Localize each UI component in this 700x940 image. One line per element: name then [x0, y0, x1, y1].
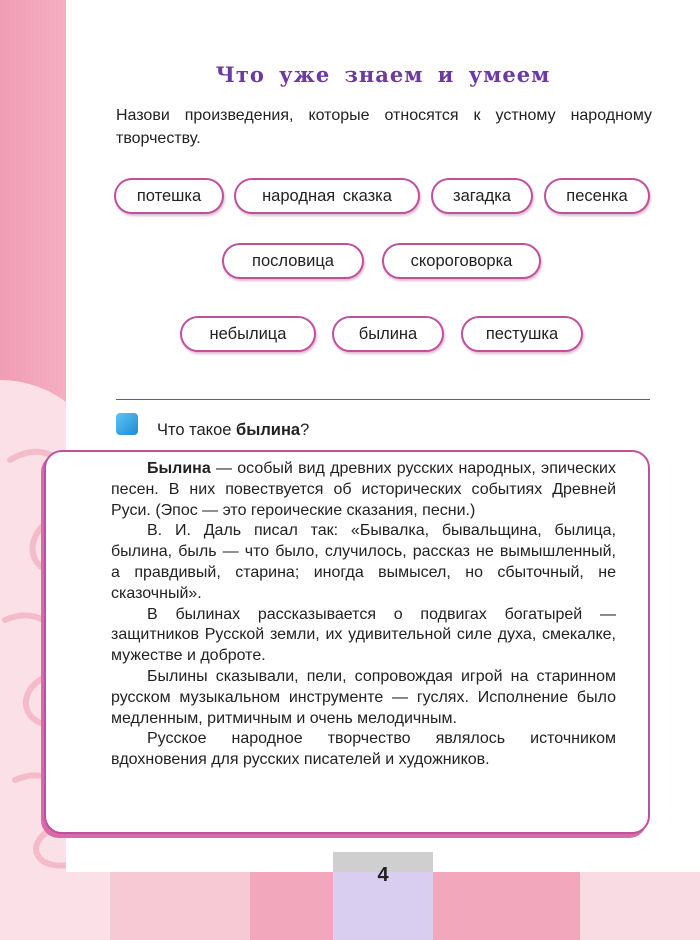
chip-pesenka[interactable]: песенка	[544, 178, 650, 214]
info-paragraph-5: Русское народное творчество являлось источником вдохновения для русских писателей и художников.	[111, 730, 616, 769]
chip-nebylitsa[interactable]: небылица	[180, 316, 316, 352]
info-text	[111, 459, 616, 771]
info-paragraph-2: В. И. Даль писал так: «Бывалка, бывальщина, былица, былина, быль — что было, случилось, рассказ не вымышленный, а правдивый, старина; иногда вымысел, но сбыточный, не сказочный».	[111, 522, 616, 602]
question-term: былина	[236, 421, 301, 439]
info-paragraph-1	[111, 459, 616, 521]
chip-zagadka[interactable]: загадка	[431, 178, 533, 214]
question-marker-icon	[116, 413, 138, 435]
question-prefix: Что такое	[157, 421, 237, 439]
question-text	[157, 421, 309, 440]
chip-narodnaya-skazka[interactable]: народная сказка	[234, 178, 420, 214]
chip-skorogovorka[interactable]: скороговорка	[382, 243, 541, 279]
info-term: Былина	[147, 460, 211, 477]
question-suffix: ?	[300, 421, 310, 439]
section-divider	[116, 399, 650, 400]
chip-poslovitsa[interactable]: пословица	[222, 243, 364, 279]
chip-bylina[interactable]: былина	[332, 316, 444, 352]
page-number: 4	[377, 864, 389, 886]
info-paragraph-1-text: — особый вид древних русских народных, эпических песен. В них повествуется об исторических событиях Древней Руси. (Эпос — это героические сказания, песни.)	[111, 460, 616, 519]
chip-poteshka[interactable]: потешка	[114, 178, 224, 214]
chip-pestushka[interactable]: пестушка	[461, 316, 583, 352]
info-paragraph-3: В былинах рассказывается о подвигах богатырей — защитников Русской земли, их удивительной силе духа, смекалке, мужестве и доброте.	[111, 605, 616, 665]
info-paragraph-4: Былины сказывали, пели, сопровождая игрой на старинном русском музыкальном инструменте — гуслях. Исполнение было медленным, ритмичным и очень мелодичным.	[111, 667, 616, 727]
task-instruction: Назови произведения, которые относятся к устному народному творчеству.	[116, 107, 652, 147]
section-title: Что уже знаем и умеем	[215, 62, 551, 87]
